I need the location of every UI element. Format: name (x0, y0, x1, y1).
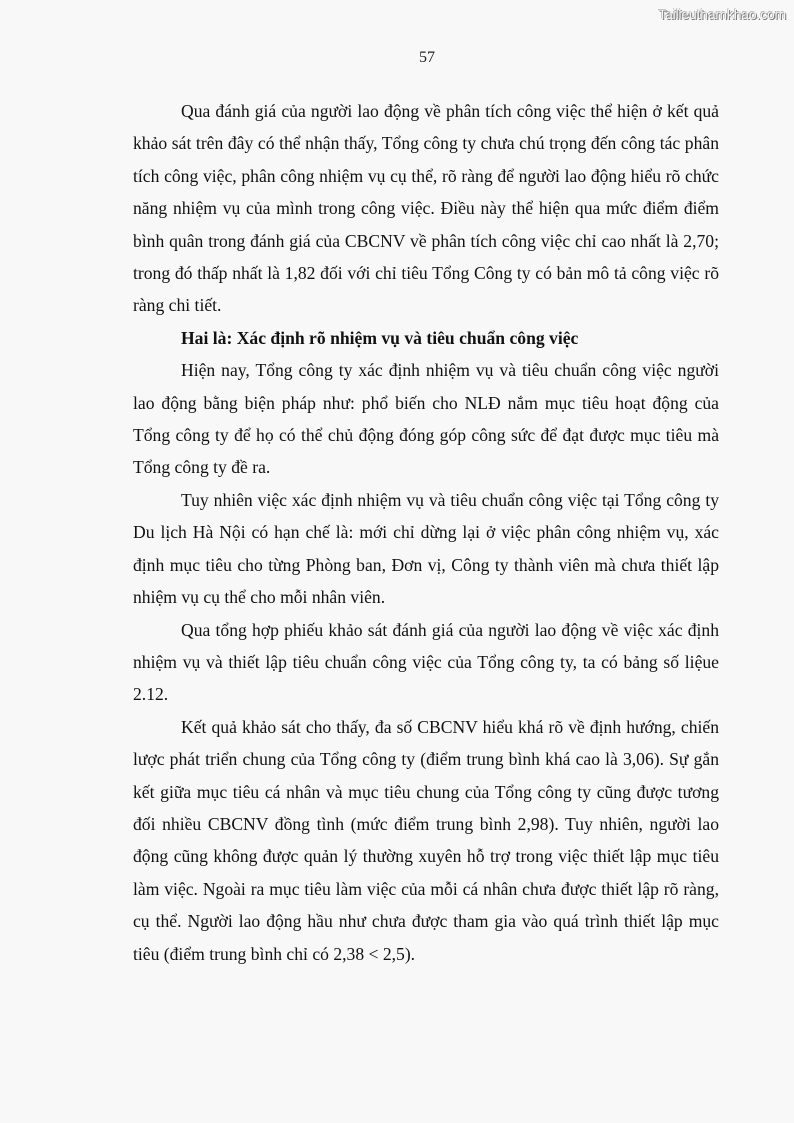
paragraph-limitations: Tuy nhiên việc xác định nhiệm vụ và tiêu chuẩn công việc tại Tổng công ty Du lịch Hà Nội có hạn chế là: mới chỉ dừng lại ở việc phân công nhiệm vụ, xác định mục tiêu cho từng Phòng ban, Đơn vị, Công ty thành viên mà chưa thiết lập nhiệm vụ cụ thể cho mỗi nhân viên. (133, 489, 719, 608)
page-number: 57 (419, 49, 435, 66)
watermark: Tailieuthamkhao.com (658, 6, 786, 22)
section-heading: Hai là: Xác định rõ nhiệm vụ và tiêu chuẩn công việc (181, 327, 579, 348)
paragraph-job-analysis-assessment: Qua đánh giá của người lao động về phân tích công việc thể hiện ở kết quả khảo sát trên đây có thể nhận thấy, Tổng công ty chưa chú trọng đến công tác phân tích công việc, phân công nhiệm vụ cụ thể, rõ ràng để người lao động hiểu rõ chức năng nhiệm vụ của mình trong công việc. Điều này thể hiện qua mức điểm điểm bình quân trong đánh giá của CBCNV về phân tích công việc chỉ cao nhất là 2,70; trong đó thấp nhất là 1,82 đối với chỉ tiêu Tổng Công ty có bản mô tả công việc rõ ràng chi tiết. (133, 101, 719, 316)
document-body (133, 95, 719, 970)
paragraph-survey-results: Kết quả khảo sát cho thấy, đa số CBCNV hiểu khá rõ về định hướng, chiến lược phát triển chung của Tổng công ty (điểm trung bình khá cao là 3,06). Sự gắn kết giữa mục tiêu cá nhân và mục tiêu chung của Tổng công ty cũng được tương đối nhiều CBCNV đồng tình (mức điểm trung bình 2,98). Tuy nhiên, người lao động cũng không được quản lý thường xuyên hỗ trợ trong việc thiết lập mục tiêu làm việc. Ngoài ra mục tiêu làm việc của mỗi cá nhân chưa được thiết lập rõ ràng, cụ thể. Người lao động hầu như chưa được tham gia vào quá trình thiết lập mục tiêu (điểm trung bình chỉ có 2,38 < 2,5). (133, 716, 719, 964)
paragraph-current-practice: Hiện nay, Tổng công ty xác định nhiệm vụ và tiêu chuẩn công việc người lao động bằng biện pháp như: phổ biến cho NLĐ nắm mục tiêu hoạt động của Tổng công ty để họ có thể chủ động đóng góp công sức để đạt được mục tiêu mà Tổng công ty đề ra. (133, 360, 719, 478)
paragraph-survey-summary: Qua tổng hợp phiếu khảo sát đánh giá của người lao động về việc xác định nhiệm vụ và thiết lập tiêu chuẩn công việc của Tổng công ty, ta có bảng số liệue 2.12. (133, 619, 719, 705)
